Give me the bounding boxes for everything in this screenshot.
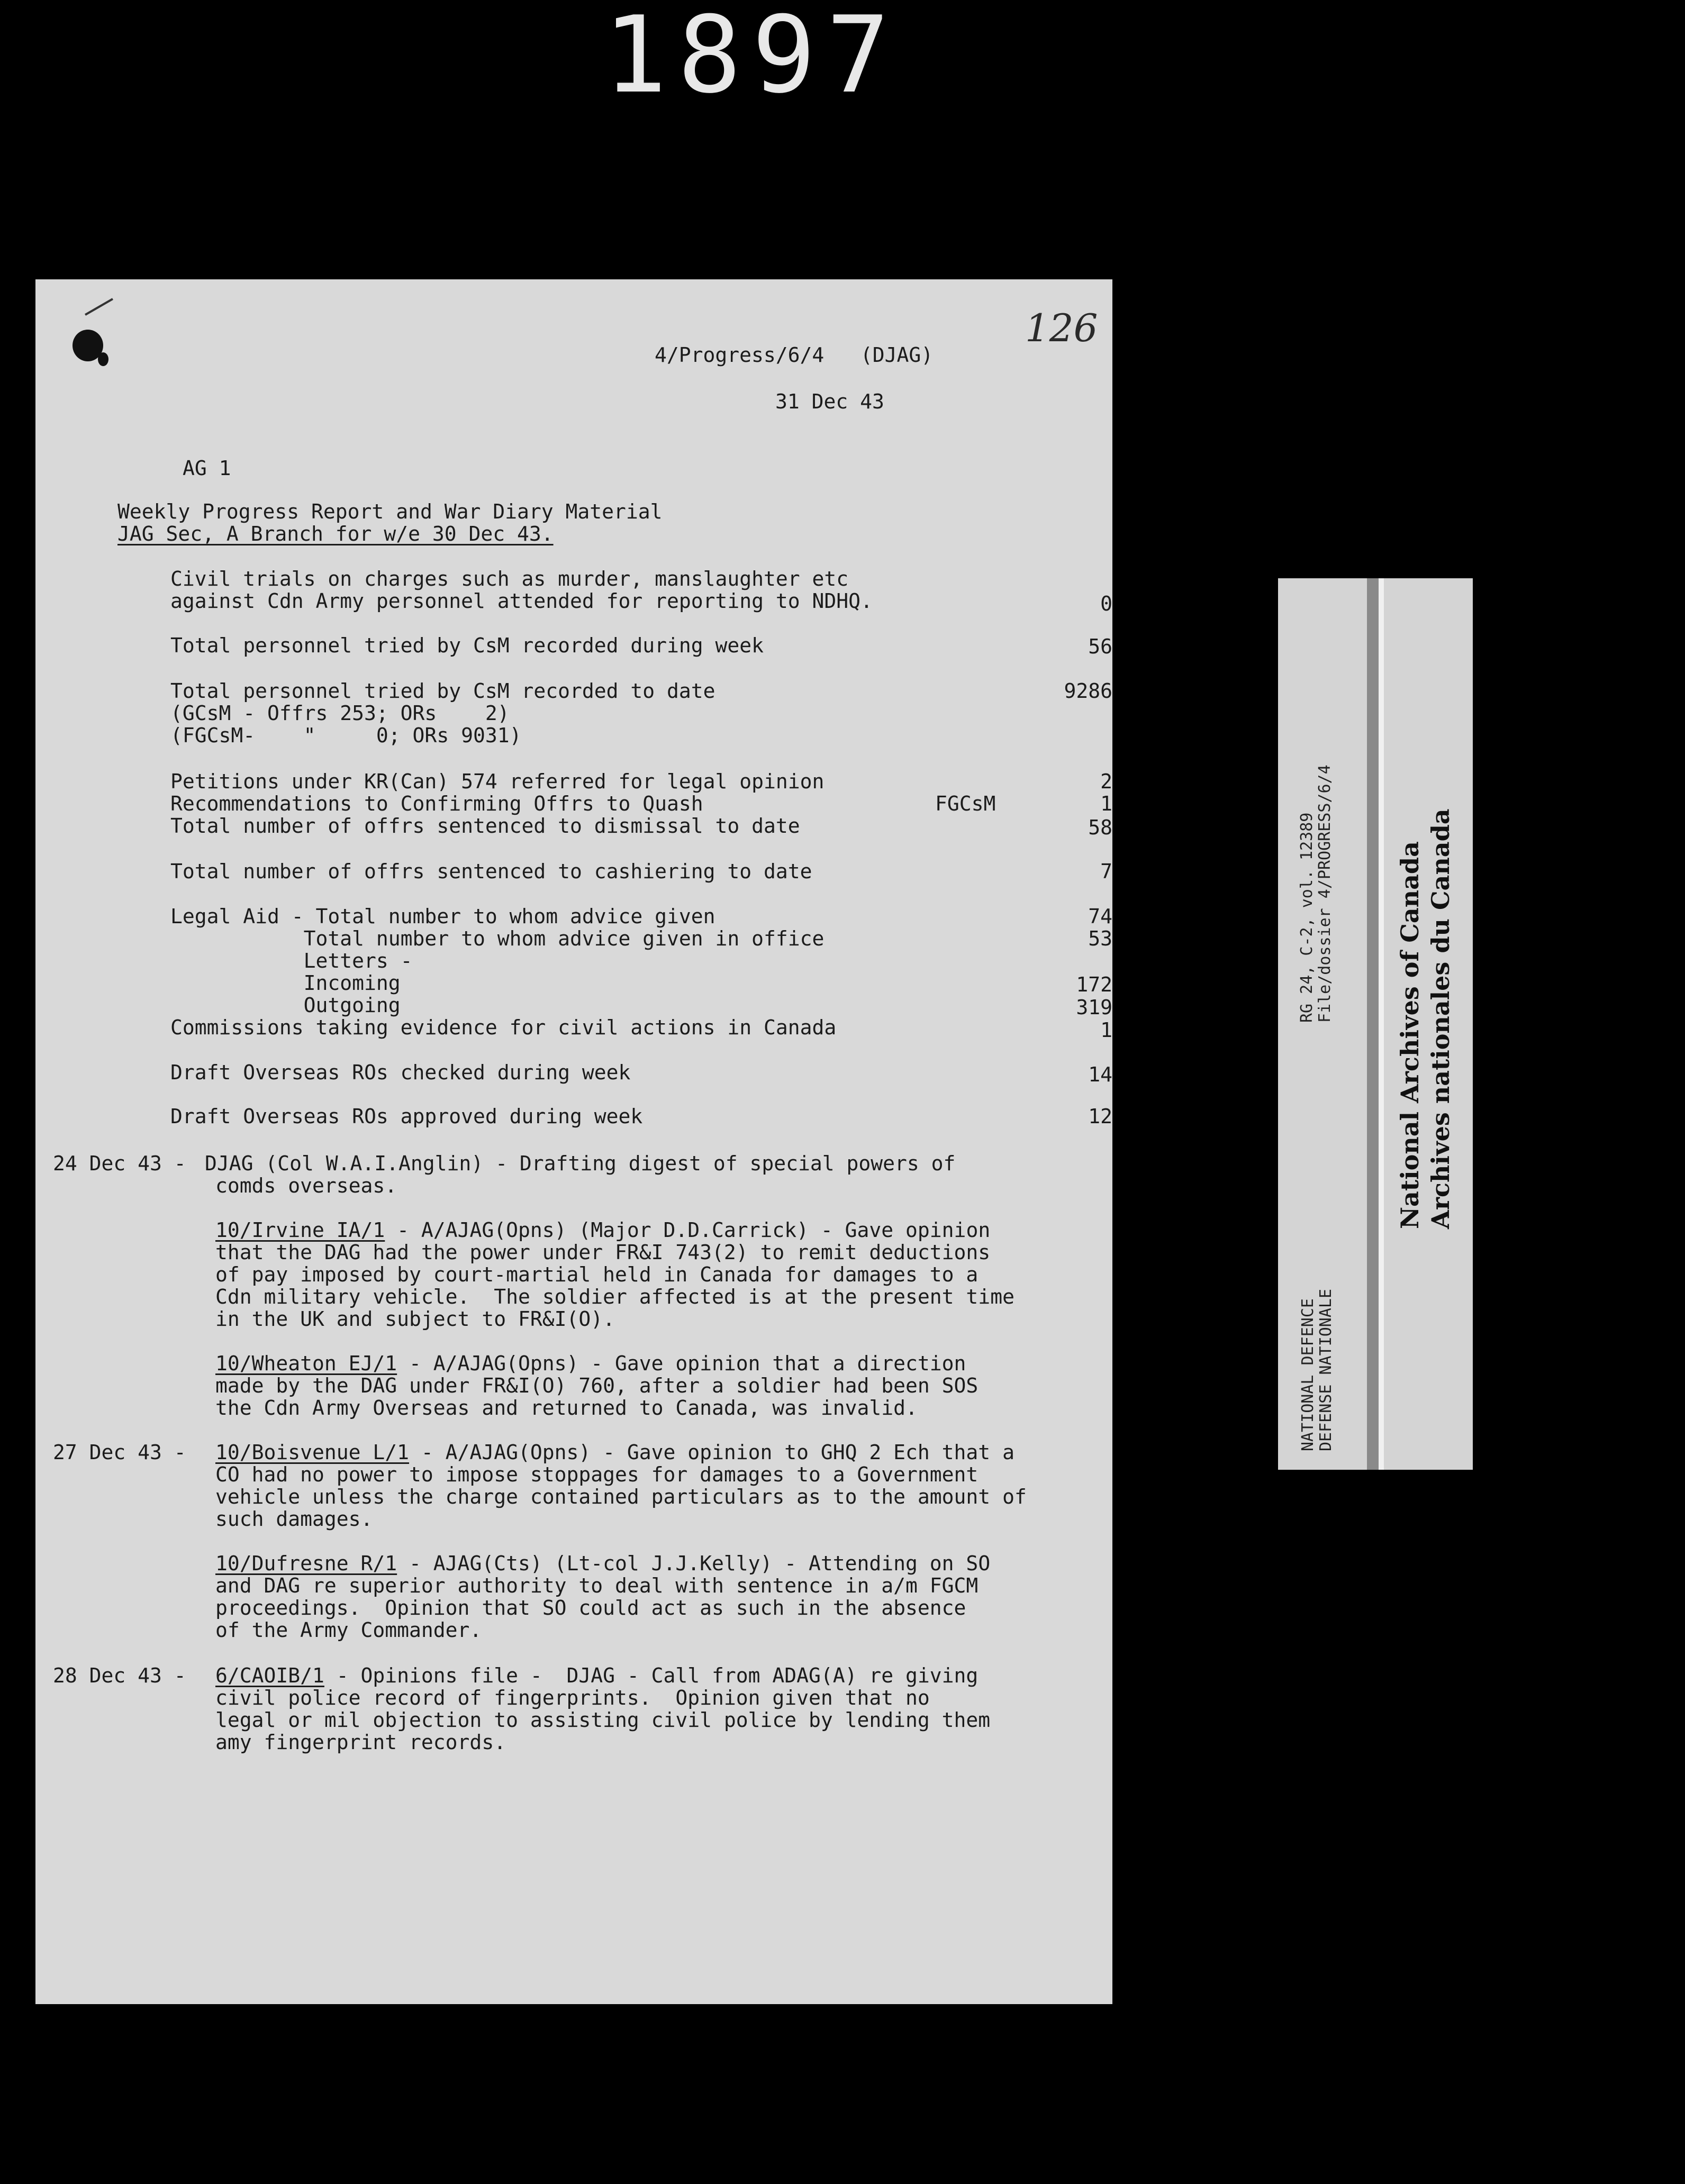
stat-label: against Cdn Army personnel attended for reporting to NDHQ.	[170, 589, 873, 613]
stat-value: 12	[1088, 1105, 1112, 1128]
stat-value: 58	[1088, 816, 1112, 839]
stat-label: Draft Overseas ROs approved during week	[170, 1105, 643, 1128]
file-ref: 6/CAOIB/1	[215, 1664, 324, 1687]
report-subtitle: JAG Sec, A Branch for w/e 30 Dec 43.	[117, 522, 554, 545]
archive-ref-line: File/dossier 4/PROGRESS/6/4	[1316, 765, 1334, 1023]
stat-value: 1	[1100, 792, 1112, 815]
entry-line: civil police record of fingerprints. Opinion given that no	[215, 1686, 930, 1709]
report-title: Weekly Progress Report and War Diary Material	[117, 500, 663, 523]
entry-line: of pay imposed by court-martial held in Canada for damages to a	[215, 1263, 979, 1286]
entry-block	[215, 1219, 990, 1241]
stat-value: 7	[1100, 860, 1112, 883]
document-page	[35, 279, 1112, 2004]
stat-label: Total personnel tried by CsM recorded during week	[170, 634, 764, 657]
stat-label: Total number of offrs sentenced to dismissal to date	[170, 814, 800, 838]
stat-label: Commissions taking evidence for civil actions in Canada	[170, 1016, 837, 1039]
addressee: AG 1	[183, 457, 231, 480]
archive-name-fr: Archives nationales du Canada	[1426, 808, 1455, 1229]
entry-line: - A/AJAG(Opns) - Gave opinion to GHQ 2 Ech that a	[409, 1441, 1014, 1464]
stat-label: Outgoing	[170, 994, 401, 1017]
stat-value: 2	[1100, 770, 1112, 793]
stat-label: Legal Aid - Total number to whom advice given	[170, 905, 715, 928]
frame-number: 1897	[603, 0, 901, 117]
stat-value: 56	[1088, 635, 1112, 658]
stat-value: 172	[1076, 973, 1112, 996]
stat-value: 1	[1100, 1018, 1112, 1042]
stat-value: 74	[1088, 905, 1112, 928]
file-ref: 10/Irvine IA/1	[215, 1218, 385, 1242]
entry-line: legal or mil objection to assisting civil police by lending them	[215, 1708, 991, 1732]
entry-line: in the UK and subject to FR&I(O).	[215, 1307, 615, 1331]
stat-label: Letters -	[170, 949, 413, 972]
file-ref: 10/Boisvenue L/1	[215, 1441, 410, 1464]
entry-line: comds overseas.	[215, 1174, 397, 1197]
folio-number: 126	[1025, 306, 1098, 350]
entry-line: of the Army Commander.	[215, 1618, 482, 1642]
stat-label: Petitions under KR(Can) 574 referred for legal opinion	[170, 770, 825, 793]
stat-value: 53	[1088, 927, 1112, 950]
stat-note: FGCsM	[935, 792, 996, 815]
stat-label: (FGCsM- " 0; ORs 9031)	[170, 724, 522, 747]
entry-line: - A/AJAG(Opns) - Gave opinion that a direction	[397, 1352, 966, 1375]
department-line: DEFENSE NATIONALE	[1317, 1288, 1335, 1451]
pen-mark	[85, 298, 113, 315]
entry-line: amy fingerprint records.	[215, 1731, 506, 1754]
file-reference: 4/Progress/6/4 (DJAG)	[655, 343, 934, 367]
entry-line: - AJAG(Cts) (Lt-col J.J.Kelly) - Attending on SO	[397, 1552, 991, 1575]
archive-name-en: National Archives of Canada	[1396, 841, 1424, 1229]
stat-value: 9286	[1064, 679, 1112, 703]
entry-line: CO had no power to impose stoppages for damages to a Government	[215, 1463, 979, 1486]
entry-block	[215, 1352, 966, 1375]
entry-line: Cdn military vehicle. The soldier affected is at the present time	[215, 1285, 1014, 1308]
entry-block	[215, 1664, 978, 1687]
entry-line: the Cdn Army Overseas and returned to Canada, was invalid.	[215, 1396, 918, 1419]
stat-value: 14	[1088, 1063, 1112, 1086]
stat-label: Total number of offrs sentenced to cashiering to date	[170, 860, 812, 883]
stat-label: Total number to whom advice given in office	[170, 927, 825, 950]
document-date: 31 Dec 43	[775, 390, 884, 413]
department-label	[1299, 1289, 1335, 1451]
entry-line: made by the DAG under FR&I(O) 760, after a soldier had been SOS	[215, 1374, 979, 1397]
entry-date: 28 Dec 43 -	[53, 1664, 186, 1687]
entry-block	[215, 1441, 1014, 1463]
stat-label: Draft Overseas ROs checked during week	[170, 1061, 631, 1084]
entry-date: 27 Dec 43 -	[53, 1441, 186, 1464]
entry-block	[215, 1552, 990, 1575]
entry-line: vehicle unless the charge contained particulars as to the amount of	[215, 1485, 1027, 1508]
archive-reference	[1298, 765, 1334, 1023]
entry-line: - A/AJAG(Opns) (Major D.D.Carrick) - Gave opinion	[385, 1218, 991, 1242]
entry-line: such damages.	[215, 1507, 373, 1531]
stat-label: Recommendations to Confirming Offrs to Quash	[170, 792, 703, 815]
archive-label-strip	[1278, 578, 1473, 1470]
stat-value: 0	[1100, 592, 1112, 615]
stat-label: Total personnel tried by CsM recorded to date	[170, 679, 715, 703]
stat-value: 319	[1076, 996, 1112, 1019]
entry-line: that the DAG had the power under FR&I 743(2) to remit deductions	[215, 1241, 991, 1264]
punch-hole-small	[98, 352, 108, 366]
entry-date: 24 Dec 43 -	[53, 1152, 186, 1175]
entry-line: proceedings. Opinion that SO could act as such in the absence	[215, 1596, 966, 1619]
file-ref: 10/Wheaton EJ/1	[215, 1352, 397, 1375]
stat-label: Civil trials on charges such as murder, manslaughter etc	[170, 567, 849, 590]
entry-line: - Opinions file - DJAG - Call from ADAG(A) re giving	[324, 1664, 979, 1687]
archive-ref-line: RG 24, C-2, vol. 12389	[1298, 812, 1316, 1023]
entry-line: DJAG (Col W.A.I.Anglin) - Drafting digest of special powers of	[205, 1152, 956, 1175]
stat-label: (GCsM - Offrs 253; ORs 2)	[170, 702, 510, 725]
file-ref: 10/Dufresne R/1	[215, 1552, 397, 1575]
department-line: NATIONAL DEFENCE	[1299, 1298, 1317, 1451]
archive-name	[1394, 808, 1456, 1229]
stat-label: Incoming	[170, 971, 401, 995]
entry-line: and DAG re superior authority to deal with sentence in a/m FGCM	[215, 1574, 979, 1597]
